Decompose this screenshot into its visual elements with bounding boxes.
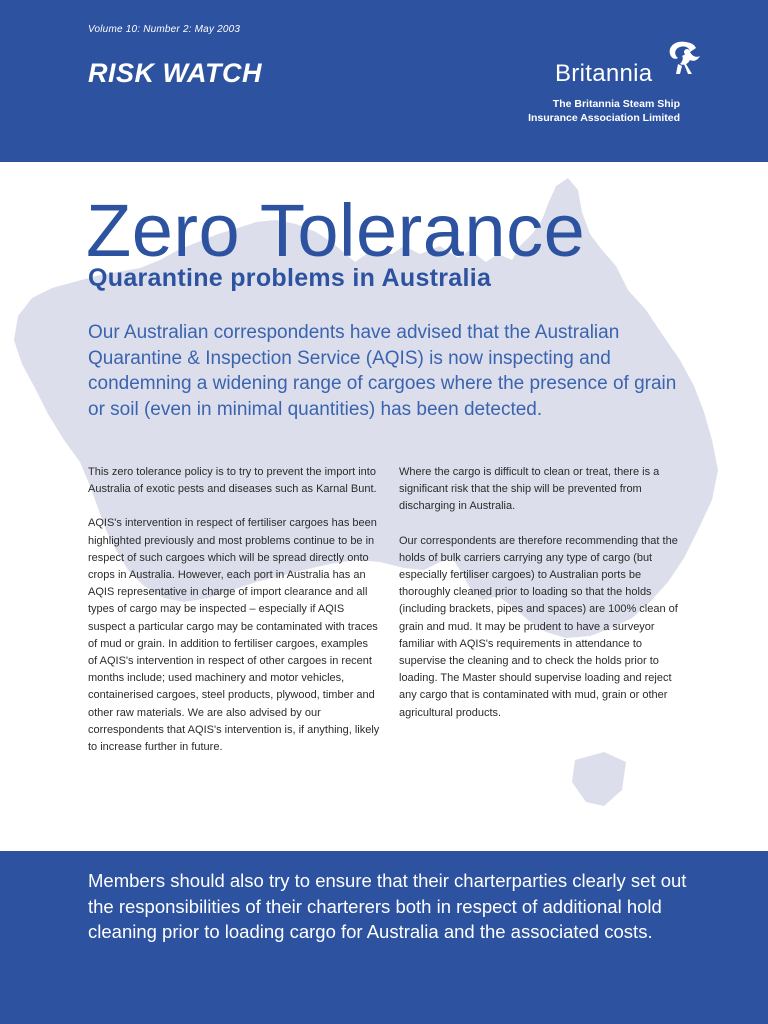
header-banner xyxy=(0,0,768,162)
organization-name xyxy=(528,97,680,125)
paragraph: AQIS's intervention in respect of fertiliser cargoes has been highlighted previously and most problems continue to be in respect of such cargoes which will be spread directly onto crops in Australia. However, each port in Australia has an AQIS representative in charge of import clearance and all types of cargo may be inspected – especially if AQIS suspect a particular cargo may be contaminated with traces of mud or grain. In addition to fertiliser cargoes, examples of AQIS's intervention in respect of other cargoes in recent months include; used machinery and motor vehicles, containerised cargoes, steel products, plywood, timber and other raw materials. We are also advised by our correspondents that AQIS's intervention is, if anything, likely to increase further in future. xyxy=(88,517,380,754)
brand-name: Britannia xyxy=(555,60,653,87)
left-column xyxy=(88,464,380,773)
paragraph: Where the cargo is difficult to clean or treat, there is a significant risk that the ship will be prevented from discharging in Australia. xyxy=(399,466,660,513)
article-lead: Our Australian correspondents have advised that the Australian Quarantine & Inspection Service (AQIS) is now inspecting and condemning a widening range of cargoes where the presence of grain or soil (even in minimal quantities) has been detected. xyxy=(88,322,677,420)
right-column xyxy=(399,464,689,739)
organization-line-1: The Britannia Steam Ship xyxy=(552,98,680,110)
article-title: Zero Tolerance xyxy=(86,189,586,272)
footer-banner xyxy=(0,851,768,1024)
masthead-title: RISK WATCH xyxy=(88,58,262,88)
britannia-logo-icon xyxy=(656,38,704,82)
footer-text: Members should also try to ensure that their charterparties clearly set out the responsibilities of their charterers both in respect of additional hold cleaning prior to loading cargo for Australia and the associated costs. xyxy=(88,870,687,942)
paragraph: This zero tolerance policy is to try to prevent the import into Australia of exotic pests and diseases such as Karnal Bunt. xyxy=(88,466,377,496)
issue-info: Volume 10: Number 2: May 2003 xyxy=(88,24,241,35)
article-subtitle: Quarantine problems in Australia xyxy=(88,264,492,292)
organization-line-2: Insurance Association Limited xyxy=(528,112,680,124)
paragraph: Our correspondents are therefore recommending that the holds of bulk carriers carrying any type of cargo (but especially fertiliser cargoes) to Australian ports be thoroughly cleaned prior to loading so that the holds (including brackets, pipes and spaces) are 100% clean of grain and mud. It may be prudent to have a surveyor familiar with AQIS's requirements in attendance to supervise the cleaning and to check the holds prior to loading. The Master should supervise loading and reject any cargo that is contaminated with mud, grain or other agricultural products. xyxy=(399,534,678,719)
